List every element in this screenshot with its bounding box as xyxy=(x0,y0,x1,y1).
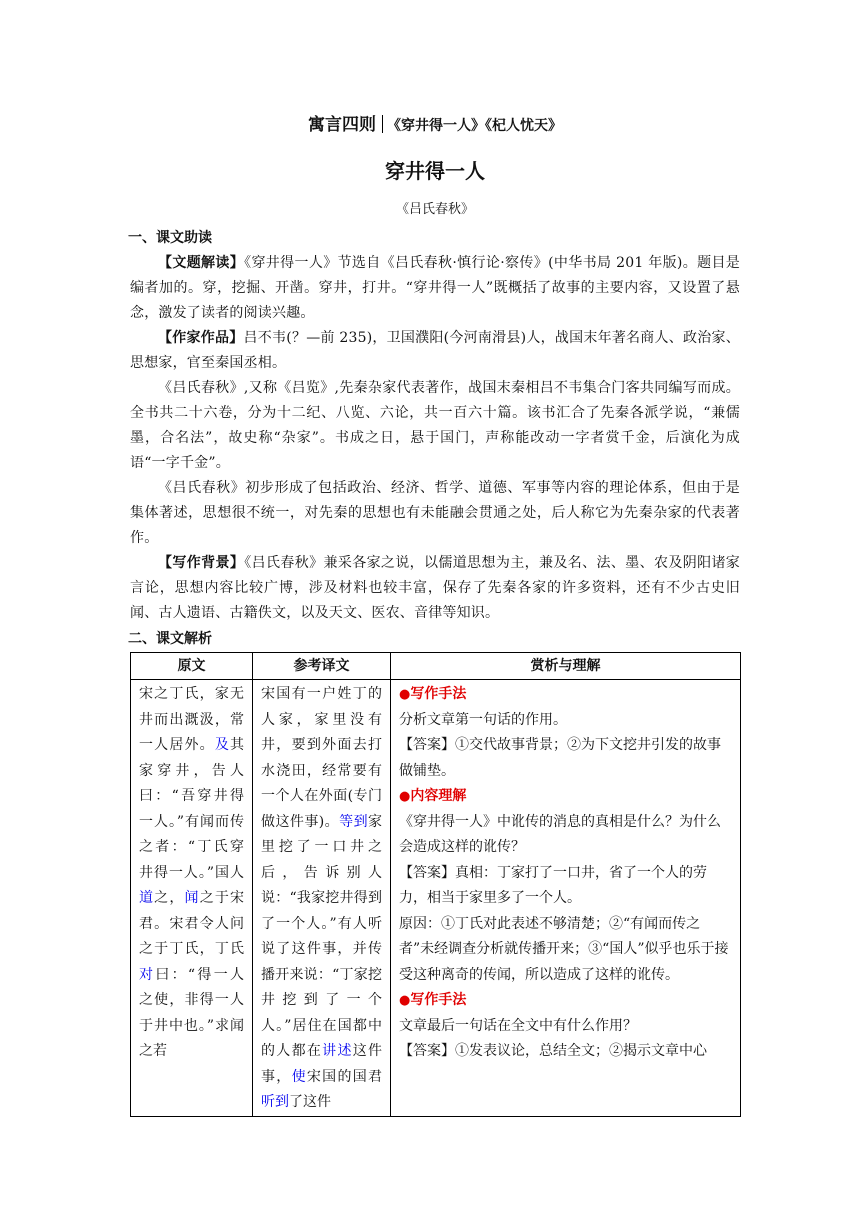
highlight-word: 等到 xyxy=(339,813,369,830)
answer-text: ①发表议论，总结全文；②揭示文章中心 xyxy=(455,1043,707,1059)
highlight-word: 及 xyxy=(214,737,231,753)
tag-author: 【作家作品】 xyxy=(158,330,244,346)
document-page xyxy=(130,110,740,1117)
lesson-source: 《吕氏春秋》 xyxy=(395,202,474,217)
highlight-word: 闻 xyxy=(184,890,200,906)
header-analysis: 赏析与理解 xyxy=(391,653,741,680)
trans-segment: 宋国有一户姓丁的人家，家里没有井，要到外面去打水浇田，经常要有一个人在外面(专门做这件事)。 xyxy=(261,686,382,830)
paragraph-book-system: 《吕氏春秋》初步形成了包括政治、经济、哲学、道德、军事等内容的理论体系，但由于是集体著述，思想很不统一，对先秦的思想也有未能融会贯通之处，后人称它为先秦杂家的代表著作。 xyxy=(130,480,740,546)
trans-segment: 了这件 xyxy=(289,1094,331,1110)
orig-segment: 曰：“得一人之使，非得一人于井中也。”求闻之若 xyxy=(139,966,244,1059)
trans-segment: 家里挖了一口井之后，告诉别人说：“我家挖井得到了一个人。”有人听说了这件事，并传播开来说：“丁家挖井挖到了一个人。”居住在国都中的人都在 xyxy=(261,813,383,1059)
orig-segment: 宋之丁氏，家无井而出溉汲，常一人居外。 xyxy=(139,686,244,753)
bullet-dot-icon: ● xyxy=(399,789,411,804)
header-original: 原文 xyxy=(131,653,253,680)
bullet-dot-icon: ● xyxy=(399,687,411,702)
section-heading-guide: 一、课文助读 xyxy=(128,230,212,246)
analysis-block-2 xyxy=(399,784,732,810)
analysis-heading: 内容理解 xyxy=(410,788,467,804)
tag-background: 【写作背景】 xyxy=(158,555,245,571)
answer-text: 真相：丁家打了一口井，省了一个人的劳力，相当于家里多了一个人。 xyxy=(399,864,707,906)
text-title-interpretation: 《穿井得一人》节选自《吕氏春秋·慎行论·察传》(中华书局 201 年版)。题目是编者加的。穿，挖掘、开凿。穿井，打井。“穿井得一人”既概括了故事的主要内容，又设置了悬念，激发了读者的阅读兴趣。 xyxy=(130,255,740,321)
orig-segment: 之于宋君。宋君令人问之于丁氏，丁氏 xyxy=(139,890,245,957)
cell-analysis-text xyxy=(391,680,741,1117)
highlight-word: 听到 xyxy=(261,1094,289,1110)
unit-title-sub: 《穿井得一人》《杞人忧天》 xyxy=(387,118,562,134)
table-row xyxy=(131,680,741,1117)
analysis-heading: 写作手法 xyxy=(410,686,467,702)
trans-segment: 宋国的国君 xyxy=(306,1068,383,1085)
orig-segment: 之， xyxy=(154,890,185,906)
answer-tag: 【答案】 xyxy=(399,737,455,753)
section-heading-analysis: 二、课文解析 xyxy=(128,631,212,647)
answer-tag: 【答案】 xyxy=(399,864,455,881)
analysis-table xyxy=(130,652,741,1117)
cell-original-text xyxy=(131,680,253,1117)
answer-tag: 【答案】 xyxy=(399,1043,455,1059)
bullet-dot-icon: ● xyxy=(399,993,411,1008)
highlight-word: 道 xyxy=(139,890,155,906)
analysis-block-1 xyxy=(399,682,732,708)
table-header-row xyxy=(131,653,741,680)
unit-title xyxy=(130,110,740,135)
cell-translation-text xyxy=(253,680,391,1117)
answer-text: ①交代故事背景；②为下文挖井引发的故事做铺垫。 xyxy=(399,737,721,779)
orig-segment: 其家穿井，告人曰：“吾穿井得一人。”有闻而传之者：“丁氏穿井得一人。”国人 xyxy=(139,737,245,881)
title-divider xyxy=(382,115,383,133)
paragraph-background xyxy=(130,551,740,626)
header-translation: 参考译文 xyxy=(253,653,391,680)
analysis-block-3 xyxy=(399,988,732,1014)
text-background: 《吕氏春秋》兼采各家之说，以儒道思想为主，兼及名、法、墨、农及阴阳诸家言论，思想内容比较广博，涉及材料也较丰富，保存了先秦各家的许多资料，还有不少古史旧闻、古人遗语、古籍佚文，以及天文、医农、音律等知识。 xyxy=(130,555,741,621)
tag-title-interpretation: 【文题解读】 xyxy=(158,255,245,271)
analysis-answer xyxy=(399,733,732,784)
lesson-title: 穿井得一人 xyxy=(385,159,485,183)
paragraph-title-interpretation xyxy=(130,251,740,326)
paragraph-book-intro: 《吕氏春秋》,又称《吕览》,先秦杂家代表著作，战国末秦相吕不韦集合门客共同编写而成。全书共二十六卷，分为十二纪、八览、六论，共一百六十篇。该书汇合了先秦各派学说，“兼儒墨，合名法”，故史称“杂家”。书成之日，悬于国门，声称能改动一字者赏千金，后演化为成语“一字千金”。 xyxy=(130,380,740,471)
analysis-heading: 写作手法 xyxy=(410,992,467,1008)
highlight-word: 讲述 xyxy=(322,1043,353,1059)
text-author: 吕不韦(？—前 235)，卫国濮阳(今河南滑县)人，战国末年著名商人、政治家、思想家，官至秦国丞相。 xyxy=(130,330,740,371)
trans-segment: 这件事， xyxy=(261,1043,383,1085)
highlight-word: 对 xyxy=(139,966,156,983)
analysis-answer xyxy=(399,1039,732,1065)
unit-title-main: 寓言四则 xyxy=(308,115,376,135)
highlight-word: 使 xyxy=(291,1068,307,1085)
analysis-question: 《穿井得一人》中讹传的消息的真相是什么？为什么会造成这样的讹传？ xyxy=(399,813,721,855)
analysis-answer xyxy=(399,861,732,912)
analysis-question: 分析文章第一句话的作用。 xyxy=(399,711,567,728)
analysis-question: 文章最后一句话在全文中有什么作用？ xyxy=(399,1017,637,1034)
answer-reason: 原因：①丁氏对此表述不够清楚；②“有闻而传之者”未经调查分析就传播开来；③“国人”似乎也乐于接受这种离奇的传闻，所以造成了这样的讹传。 xyxy=(399,915,729,983)
paragraph-author xyxy=(130,326,740,376)
